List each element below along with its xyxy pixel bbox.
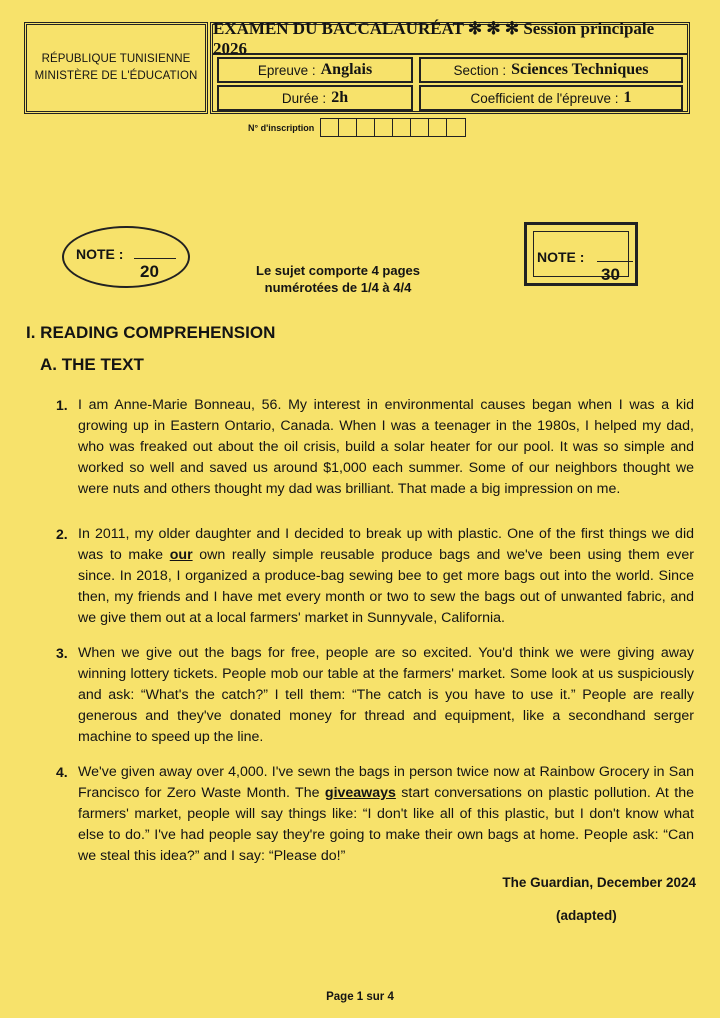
source-citation: The Guardian, December 2024	[502, 875, 696, 890]
note-oval-left	[62, 226, 190, 288]
section-value: Sciences Techniques	[511, 61, 649, 78]
paragraph-3	[56, 643, 694, 748]
republic-label: RÉPUBLIQUE TUNISIENNE	[41, 53, 191, 65]
subject-info: Le sujet comporte 4 pages numérotées de 1/4 à 4/4	[256, 263, 420, 295]
inscription-row	[248, 118, 466, 137]
exam-title: EXAMEN DU BACCALAURÉAT ✻ ✻ ✻ Session principale 2026	[213, 25, 687, 55]
coefficient-label: Coefficient de l'épreuve :	[470, 90, 619, 106]
inscription-box[interactable]	[339, 119, 357, 136]
epreuve-value: Anglais	[320, 61, 373, 78]
paragraph-text-before: We've given away over 4,000. I've sewn the bags in person twice now at Rainbow Grocery in San Francisco for Zero Waste Month. The	[78, 764, 694, 801]
epreuve-label: Epreuve :	[257, 62, 316, 78]
source-adapted-note: (adapted)	[556, 908, 617, 923]
section-cell	[419, 57, 683, 83]
inscription-label: N° d'inscription	[248, 122, 315, 133]
note-left-value: 20	[140, 262, 159, 281]
paragraph-text-after: start conversations on plastic pollution. At the farmers' market, people will say things like: “I don't like all of this plastic, but I don't know what else to do.” I've had people say they're going to make their own bags at home. People ask: “Can we steal this idea?” and I say: “Please do!”	[78, 785, 694, 864]
paragraph-text-before: In 2011, my older daughter and I decided to break up with plastic. One of the first things we did was to make	[78, 526, 694, 563]
paragraph-2	[56, 524, 694, 629]
note-box-right	[524, 222, 638, 286]
institution-box	[24, 22, 208, 114]
duree-label: Durée :	[281, 90, 327, 106]
ministry-label: MINISTÈRE DE L'ÉDUCATION	[34, 70, 198, 82]
paragraph-4	[56, 762, 694, 867]
coefficient-value: 1	[623, 89, 632, 106]
note-right-label: NOTE :	[537, 249, 585, 265]
note-left-line	[134, 258, 176, 259]
exam-info-box	[210, 19, 690, 114]
paragraph-text: I am Anne-Marie Bonneau, 56. My interest in environmental causes began when I was a kid growing up in Eastern Ontario, Canada. When I was a teenager in the 1980s, I helped my dad, who was freaked out about the oil crisis, build a solar heater for our pool. It was so simple and worked so well and saved us around $1,000 each summer. Some of our neighbors thought we were nuts and others thought my dad was brilliant. That made a big impression on me.	[78, 397, 694, 497]
note-left-label: NOTE :	[76, 246, 124, 262]
subsection-title: A. THE TEXT	[40, 355, 144, 374]
page-number: Page 1 sur 4	[326, 991, 394, 1003]
underlined-word-our: our	[169, 547, 193, 563]
duree-cell	[217, 85, 413, 111]
inscription-box[interactable]	[321, 119, 339, 136]
paragraph-number: 2.	[56, 526, 68, 542]
epreuve-cell	[217, 57, 413, 83]
inscription-boxes[interactable]	[320, 118, 466, 137]
underlined-word-giveaways: giveaways	[324, 785, 396, 801]
paragraph-text: When we give out the bags for free, people are so excited. You'd think we were giving away winning lottery tickets. People mob our table at the farmers' market. Some look at us suspiciously and ask: “What's the catch?” I tell them: “The catch is you have to use it.” People are really generous and they've donated money for thread and equipment, like a secondhand serger machine to speed up the line.	[78, 645, 694, 745]
paragraph-number: 4.	[56, 764, 68, 780]
inscription-box[interactable]	[357, 119, 375, 136]
inscription-box[interactable]	[375, 119, 393, 136]
section-title: I. READING COMPREHENSION	[26, 323, 276, 342]
paragraph-number: 3.	[56, 645, 68, 661]
note-right-line	[597, 261, 633, 262]
paragraph-number: 1.	[56, 397, 68, 413]
coefficient-cell	[419, 85, 683, 111]
inscription-box[interactable]	[429, 119, 447, 136]
note-right-value: 30	[601, 265, 620, 284]
inscription-box[interactable]	[411, 119, 429, 136]
paragraph-1	[56, 395, 694, 500]
paragraph-text-after: own really simple reusable produce bags and we've been using them ever since. In 2018, I organized a produce-bag sewing bee to get more bags out into the world. Since then, my friends and I have met every month or two to sew the bags out of unwanted fabric, and we give them out at a local farmers' market in Sunnyvale, California.	[78, 547, 694, 626]
inscription-box[interactable]	[393, 119, 411, 136]
section-label: Section :	[453, 62, 507, 78]
duree-value: 2h	[331, 89, 349, 106]
inscription-box[interactable]	[447, 119, 465, 136]
